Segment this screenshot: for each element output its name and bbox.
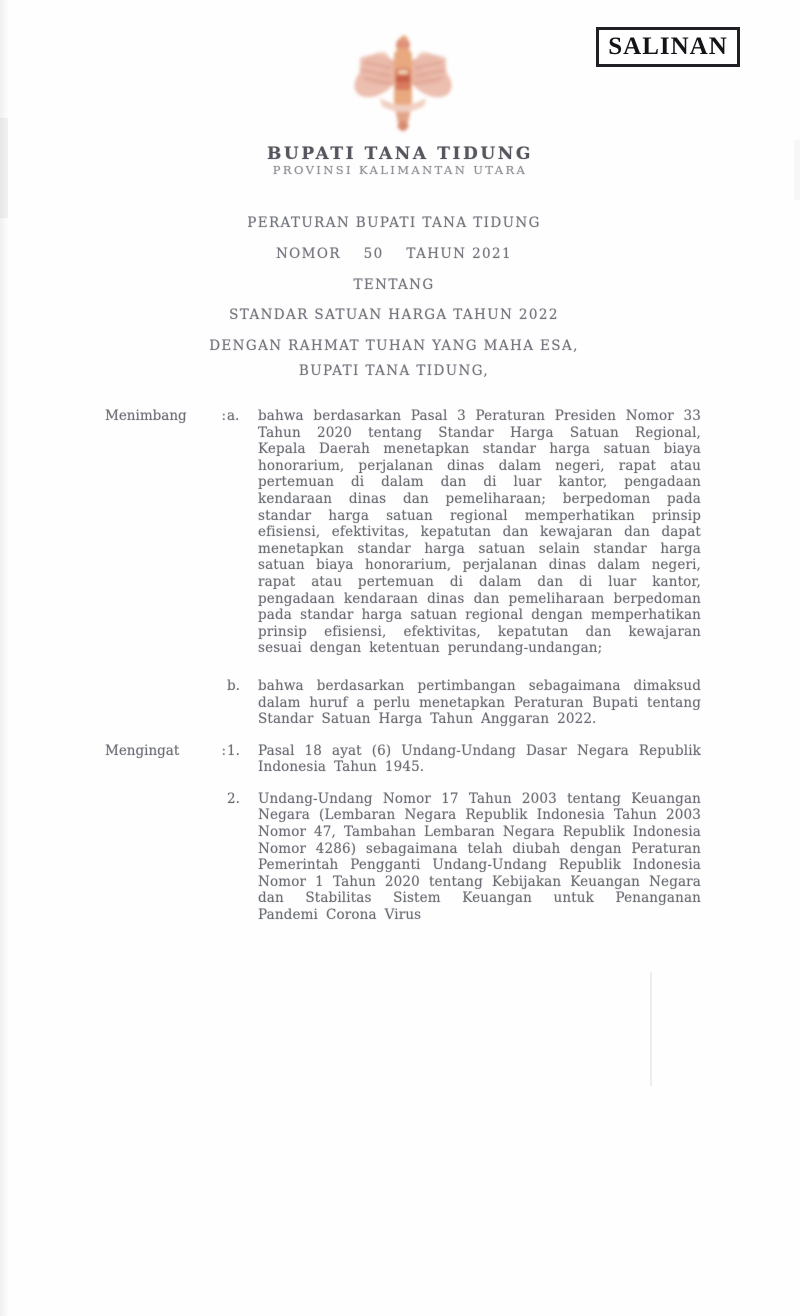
item-text: Pasal 18 ayat (6) Undang-Undang Dasar Negara Republik Indonesia Tahun 1945. <box>258 742 701 776</box>
doc-title-line-grace: DENGAN RAHMAT TUHAN YANG MAHA ESA, <box>209 338 579 354</box>
considering-colon: : <box>221 408 226 424</box>
item-text: bahwa berdasarkan pertimbangan sebagaimana dimaksud dalam huruf a perlu menetapkan Peraturan Bupati tentang Standar Satuan Harga Tahun Anggaran 2022. <box>258 677 701 728</box>
item-marker: b. <box>227 677 240 694</box>
doc-title-line-authority: BUPATI TANA TIDUNG, <box>298 363 490 379</box>
doc-title-line-tentang: TENTANG <box>353 277 435 293</box>
item-text: bahwa berdasarkan Pasal 3 Peraturan Presiden Nomor 33 Tahun 2020 tentang Standar Harga Satuan Regional, Kepala Daerah menetapkan standar harga satuan biaya honorarium, perjalanan dinas dalam negeri, rapat atau pertemuan di dalam dan di luar kantor, pengadaan kendaraan dinas dan pemeliharaan; berpedoman pada standar harga satuan regional memperhatikan prinsip efisiensi, efektivitas, kepatutan dan kewajaran dan dapat menetapkan standar harga satuan selain standar harga satuan biaya honorarium, perjalanan dinas dalam negeri, rapat atau pertemuan di dalam dan di luar kantor, pengadaan kendaraan dinas dan pemeliharaan berpedoman pada standar harga satuan regional dengan memperhatikan prinsip efisiensi, efektivitas, kepatutan dan kewajaran sesuai dengan ketentuan perundang-undangan; <box>258 408 701 657</box>
doc-title-line-regulation: PERATURAN BUPATI TANA TIDUNG <box>247 215 541 231</box>
remembering-item-1 <box>105 743 701 776</box>
org-subtitle: PROVINSI KALIMANTAN UTARA <box>272 163 528 177</box>
scan-artifact-line <box>650 972 652 1086</box>
garuda-pancasila-emblem <box>350 32 456 145</box>
item-marker: a. <box>227 408 240 424</box>
doc-body <box>105 408 701 924</box>
doc-title-line-subject: STANDAR SATUAN HARGA TAHUN 2022 <box>229 307 559 323</box>
considering-label <box>105 408 226 425</box>
org-title: BUPATI TANA TIDUNG <box>266 144 534 164</box>
salinan-stamp-label: SALINAN <box>608 33 728 60</box>
item-marker: 2. <box>227 790 240 807</box>
item-marker: 1. <box>227 742 240 759</box>
remembering-item-2 <box>105 791 701 924</box>
doc-title-line-number: NOMOR 50 TAHUN 2021 <box>275 246 513 262</box>
remembering-colon: : <box>221 742 226 759</box>
remembering-label-text: Mengingat <box>105 742 180 759</box>
item-text: Undang-Undang Nomor 17 Tahun 2003 tentang Keuangan Negara (Lembaran Negara Republik Indonesia Tahun 2003 Nomor 47, Tambahan Lembaran Negara Republik Indonesia Nomor 4286) sebagaimana telah diubah dengan Peraturan Pemerintah Pengganti Undang-Undang Republik Indonesia Nomor 1 Tahun 2020 tentang Kebijakan Keuangan Negara dan Stabilitas Sistem Keuangan untuk Penanganan Pandemi Corona Virus <box>258 790 701 924</box>
considering-item-b <box>105 678 701 728</box>
remembering-label <box>105 743 226 760</box>
salinan-stamp <box>596 27 740 67</box>
considering-item-a <box>105 408 701 657</box>
considering-label-text: Menimbang <box>105 408 187 424</box>
